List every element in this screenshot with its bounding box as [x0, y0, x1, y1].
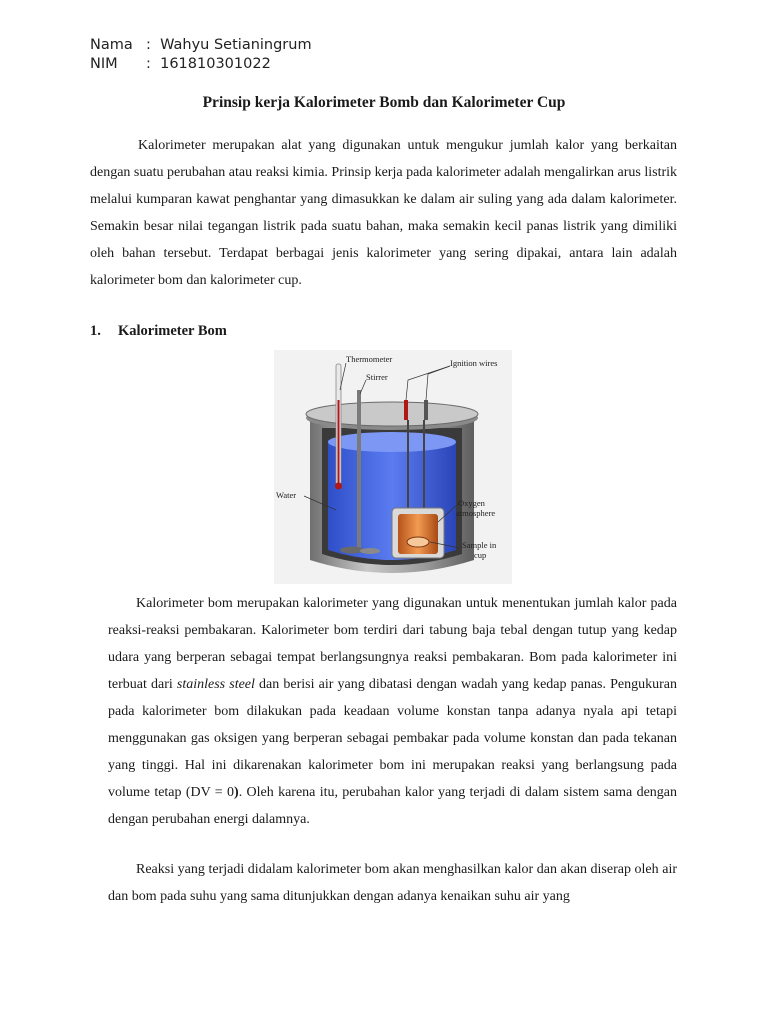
ignition-terminal-right: [424, 400, 428, 420]
label-water: Water: [276, 490, 297, 500]
name-label: Nama: [90, 37, 133, 53]
bomb-calorimeter-diagram: [274, 350, 512, 584]
paragraph-text: Kalorimeter bom merupakan kalorimeter yang digunakan untuk menentukan jumlah kalor pada reaksi-reaksi pembakaran. Kalorimeter bom terdiri dari tabung baja tebal dengan tutup yang kedap udara yang berperan sebagai tempat berlangsungnya reaksi pembakaran. Bom pada kalorimeter ini terbuat dari: [108, 596, 677, 692]
label-ignition-wires: Ignition wires: [450, 358, 498, 368]
paragraph-text: . Oleh karena itu, perubahan kalor yang terjadi di dalam sistem sama dengan dengan perubahan energi dalamnya.: [108, 785, 677, 827]
label-cup: cup: [474, 550, 487, 560]
bold-paren: ): [234, 785, 239, 800]
reaction-paragraph: Reaksi yang terjadi didalam kalorimeter bom akan menghasilkan kalor dan akan diserap oleh air dan bom pada suhu yang sama ditunjukkan dengan adanya kenaikan suhu air yang: [108, 862, 677, 904]
nim-separator: :: [146, 56, 151, 72]
thermometer-bulb: [335, 483, 342, 490]
stirrer-blade-left: [340, 547, 364, 554]
document-title: Prinsip kerja Kalorimeter Bomb dan Kalorimeter Cup: [202, 94, 566, 111]
stirrer-blade-right: [360, 548, 380, 554]
intro-paragraph: Kalorimeter merupakan alat yang digunakan untuk mengukur jumlah kalor yang berkaitan dengan suatu perubahan atau reaksi kimia. Prinsip kerja pada kalorimeter adalah mengalirkan arus listrik melalui kumparan kawat penghantar yang dimasukkan ke dalam air suling yang ada dalam kalorimeter. Semakin besar nilai tegangan listrik pada suatu bahan, maka semakin kecil panas listrik yang dimiliki oleh bahan tersebut. Terdapat berbagai jenis kalorimeter yang sering dipakai, antara lain adalah kalorimeter bom dan kalorimeter cup.: [90, 138, 678, 288]
label-sample-in: Sample in: [462, 540, 497, 550]
water-surface: [328, 432, 456, 452]
label-oxygen: Oxygen: [458, 498, 485, 508]
nim-row: [90, 55, 312, 74]
name-row: [90, 36, 312, 55]
section-title: Kalorimeter Bom: [118, 323, 227, 339]
student-info: [90, 36, 312, 74]
stirrer-shaft: [357, 390, 361, 550]
ignition-terminal-left: [404, 400, 408, 420]
sample-cup: [398, 514, 438, 554]
label-stirrer: Stirrer: [366, 372, 388, 382]
section-heading: [90, 323, 227, 340]
label-atmosphere: atmosphere: [456, 508, 496, 518]
name-separator: :: [146, 37, 151, 53]
name-value: Wahyu Setianingrum: [160, 37, 312, 53]
nim-label: NIM: [90, 56, 118, 72]
label-thermometer: Thermometer: [346, 354, 393, 364]
bomb-calorimeter-paragraph: [108, 590, 677, 833]
paragraph-text: dan berisi air yang dibatasi dengan wadah yang kedap panas. Pengukuran pada kalorimeter bom dilakukan pada keadaan volume konstan tanpa adanya nyala api tetapi menggunakan gas oksigen yang berperan sebagai pembakar pada volume konstan dan pada tekanan yang tinggi. Hal ini dikarenakan kalorimeter bom ini merupakan reaksi yang berlangsung pada volume tetap (DV = 0: [108, 677, 677, 800]
lid: [306, 402, 478, 426]
section-number: 1.: [90, 323, 101, 339]
sample: [407, 537, 429, 547]
stainless-steel-term: stainless steel: [176, 677, 255, 692]
nim-value: 161810301022: [160, 56, 271, 72]
thermometer-mercury: [338, 400, 340, 484]
